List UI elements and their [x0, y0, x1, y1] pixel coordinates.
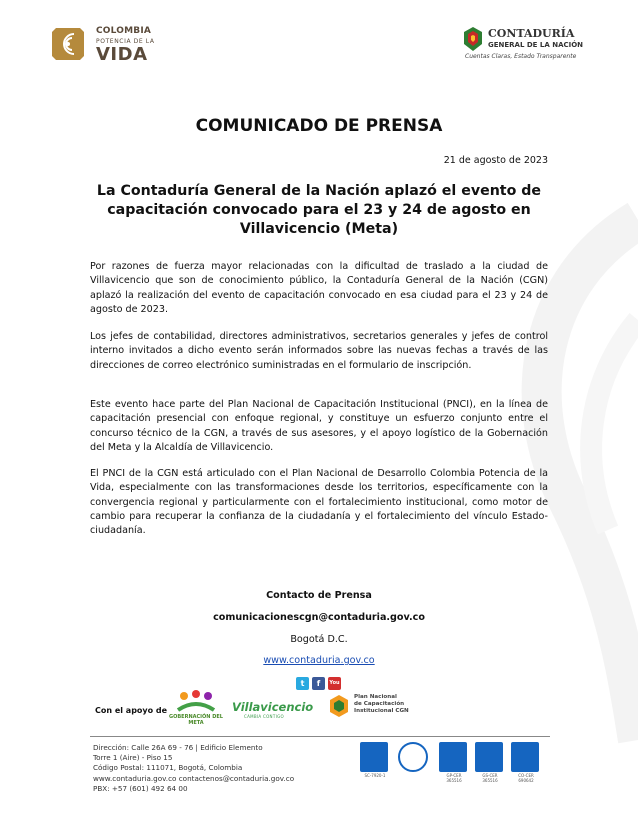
contact-website-link[interactable]: www.contaduria.gov.co	[263, 655, 375, 666]
footer-line: Dirección: Calle 26A 69 - 76 | Edificio Elemento	[93, 743, 263, 752]
gobernacion-meta-text: GOBERNACIÓN DEL META	[169, 714, 223, 726]
certification-badge	[398, 742, 428, 782]
certification-badge	[475, 742, 505, 782]
logo-right-name: CONTADURÍA	[488, 27, 575, 40]
colombia-logo-icon	[50, 26, 86, 62]
villavicencio-logo	[232, 698, 312, 720]
logo-left-line3: VIDA	[96, 44, 148, 65]
footer-divider	[90, 736, 550, 737]
logo-right-subname: GENERAL DE LA NACIÓN	[488, 41, 584, 49]
body-paragraph: Este evento hace parte del Plan Nacional de Capacitación Institucional (PNCI), en la línea de capacitación presencial con enfoque regional, y constituye un esfuerzo conjunto entre el concurso técnico de la CGN, a través de sus asesores, y el apoyo logístico de la Gobernación del Meta y la Alcaldía de Villavicencio.	[90, 399, 548, 453]
pnci-line3: Institucional CGN	[354, 707, 409, 714]
villavicencio-text: Villavicencio	[232, 700, 314, 714]
contact-title: Contacto de Prensa	[266, 590, 372, 601]
footer-line[interactable]: www.contaduria.gov.co contactenos@contaduria.gov.co	[93, 773, 295, 783]
logo-left-line2: POTENCIA DE LA	[96, 38, 155, 45]
contact-city: Bogotá D.C.	[290, 634, 348, 645]
document-type-title: COMUNICADO DE PRENSA	[195, 116, 443, 136]
certification-badge	[439, 742, 469, 782]
certification-code: SC-7920-1	[364, 773, 386, 778]
facebook-icon[interactable]: f	[312, 677, 325, 690]
gobernacion-meta-logo	[165, 690, 227, 730]
body-paragraph: Los jefes de contabilidad, directores administrativos, secretarios generales y jefes de control interno invitados a dicho evento serán informados sobre las nuevas fechas a través de las direcciones de correo electrónico suministradas en el formulario de inscripción.	[90, 331, 548, 371]
certification-badge	[360, 742, 390, 782]
certification-badge	[511, 742, 541, 782]
headline: La Contaduría General de la Nación aplazó el evento de capacitación convocado para el 23 y 24 de agosto en Villavicencio (Meta)	[96, 183, 542, 237]
body-paragraph: Por razones de fuerza mayor relacionadas con la dificultad de traslado a la ciudad de Villavicencio que son de conocimiento público, la Contaduría General de la Nación (CGN) aplazó la realización del evento de capacitación convocado en esa ciudad para el 23 y 24 de agosto de 2023.	[90, 261, 548, 315]
logo-right-tagline: Cuentas Claras, Estado Transparente	[465, 53, 577, 60]
body-paragraph: El PNCI de la CGN está articulado con el Plan Nacional de Desarrollo Colombia Potencia de la Vida, especialmente con las transformaciones desde los territorios, específicamente con la convergencia regional y particularmente con el fortalecimiento institucional, como motor de cambio para recuperar la confianza de la ciudadanía y el fortalecimiento del vínculo Estado-ciudadanía.	[90, 468, 548, 537]
logo-left-line1: COLOMBIA	[96, 26, 152, 36]
certification-code: GP-CER 365516	[446, 773, 462, 783]
iqnet-badge-icon	[398, 742, 428, 772]
twitter-icon[interactable]: t	[296, 677, 309, 690]
colombia-potencia-vida-logo	[50, 24, 160, 66]
contaduria-emblem-icon	[462, 26, 484, 52]
icontec-badge-icon	[475, 742, 503, 772]
pnci-logo	[328, 692, 418, 724]
support-label: Con el apoyo de	[95, 706, 168, 715]
pnci-emblem-icon	[328, 694, 350, 718]
contaduria-logo	[460, 24, 600, 64]
certification-code: CO-CER 690642	[518, 773, 534, 783]
icontec-badge-icon	[360, 742, 388, 772]
contact-email[interactable]: comunicacionescgn@contaduria.gov.co	[213, 612, 425, 623]
icontec-badge-icon	[511, 742, 539, 772]
pnci-line1: Plan Nacional	[354, 694, 397, 700]
pnci-line2: de Capacitación	[354, 700, 405, 707]
icontec-badge-icon	[439, 742, 467, 772]
gobernacion-meta-icon	[176, 690, 216, 714]
footer-line: PBX: +57 (601) 492 64 00	[93, 783, 188, 793]
youtube-icon[interactable]: You	[328, 677, 341, 690]
social-icons	[296, 677, 342, 691]
certification-code: GS-CER 365516	[482, 773, 498, 783]
footer-address	[93, 743, 294, 794]
villavicencio-subtext: CAMBIA CONTIGO	[244, 714, 284, 719]
document-date: 21 de agosto de 2023	[443, 155, 548, 166]
footer-line: Torre 1 (Aire) - Piso 15	[93, 753, 173, 763]
footer-line: Código Postal: 111071, Bogotá, Colombia	[93, 763, 243, 773]
